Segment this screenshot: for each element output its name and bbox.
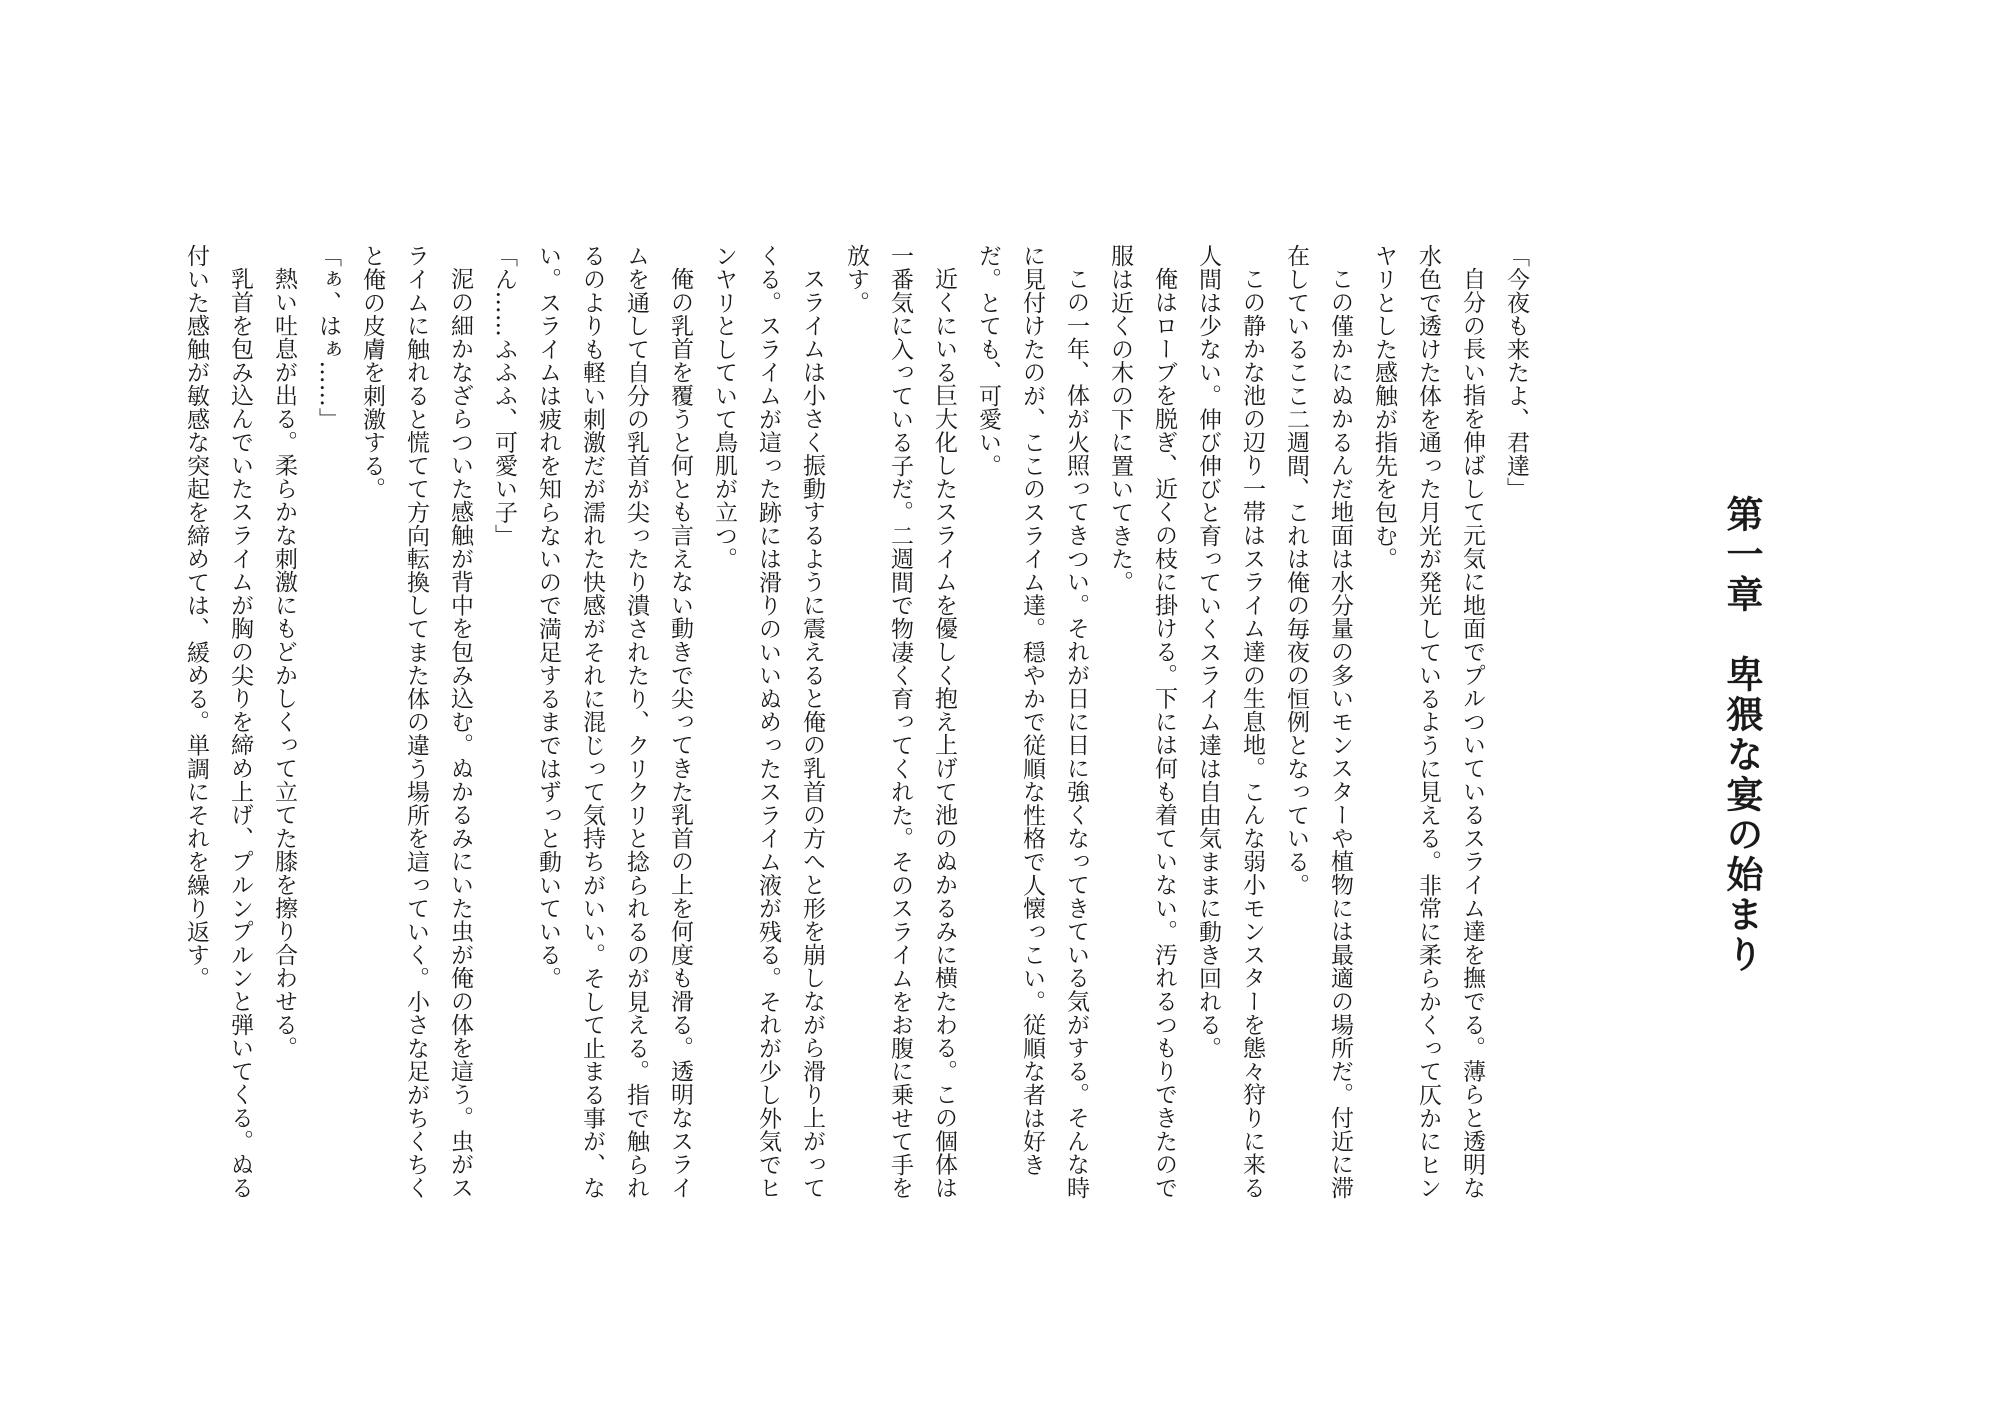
paragraph: スライムは小さく振動するように震えると俺の乳首の方へと形を崩しながら滑り上がってくる。スライムが這った跡には滑りのいいぬめったスライム液が残る。それが少し外気でヒンヤリとしていて鳥肌が立つ。 bbox=[711, 244, 825, 1200]
body-text bbox=[174, 244, 1538, 1204]
paragraph: 「ん……ふふふ、可愛い子」 bbox=[491, 244, 517, 547]
paragraph: この静かな池の辺り一帯はスライム達の生息地。こんな弱小モンスターを態々狩りに来る人間は少ない。伸び伸びと育っていくスライム達は自由気ままに動き回れる。 bbox=[1195, 244, 1265, 1199]
paragraph: 俺の乳首を覆うと何とも言えない動きで尖ってきた乳首の上を何度も滑る。透明なスライムを通して自分の乳首が尖ったり潰されたり、クリクリと捻られるのが見える。指で触られるのよりも軽い刺激だが濡れた快感がそれに混じって気持ちがいい。そして止まる事が、ない。スライムは疲れを知らないので満足するまではずっと動いている。 bbox=[535, 244, 693, 1200]
paragraph: 熱い吐息が出る。柔らかな刺激にもどかしくって立てた膝を擦り合わせる。 bbox=[271, 267, 297, 1060]
paragraph: この一年、体が火照ってきつい。それが日に日に強くなってきている気がする。そんな時に見付けたのが、ここのスライム達。穏やかで従順な性格で人懐っこい。従順な者は好きだ。とても、可愛い。 bbox=[975, 244, 1089, 1199]
paragraph: 泥の細かなざらついた感触が背中を包み込む。ぬかるみにいた虫が俺の体を這う。虫がスライムに触れると慌てて方向転換してまた体の違う場所を這っていく。小さな足がちくちくと俺の皮膚を刺激する。 bbox=[359, 244, 473, 1200]
paragraph: 「ぁ、はぁ……」 bbox=[315, 244, 341, 431]
paragraph: 俺はローブを脱ぎ、近くの枝に掛ける。下には何も着ていない。汚れるつもりできたので服は近くの木の下に置いてきた。 bbox=[1107, 244, 1177, 1199]
paragraph: 自分の長い指を伸ばして元気に地面でプルついているスライム達を撫でる。薄らと透明な水色で透けた体を通った月光が発光しているように見える。非常に柔らかくって仄かにヒンヤリとした感触が指先を包む。 bbox=[1371, 244, 1485, 1200]
paragraph: この僅かにぬかるんだ地面は水分量の多いモンスターや植物には最適の場所だ。付近に滞在しているここ二週間、これは俺の毎夜の恒例となっている。 bbox=[1283, 244, 1353, 1199]
paragraph: 「今夜も来たよ、君達」 bbox=[1503, 244, 1529, 501]
paragraph: 乳首を包み込んでいたスライムが胸の尖りを締め上げ、プルンプルンと弾いてくる。ぬる付いた感触が敏感な突起を締めては、緩める。単調にそれを繰り返す。 bbox=[183, 244, 253, 1199]
chapter-title: 第一章 卑猥な宴の始まり bbox=[1720, 495, 1763, 975]
paragraph: 近くにいる巨大化したスライムを優しく抱え上げて池のぬかるみに横たわる。この個体は一番気に入っている子だ。二週間で物凄く育ってくれた。そのスライムをお腹に乗せて手を放す。 bbox=[843, 244, 957, 1200]
